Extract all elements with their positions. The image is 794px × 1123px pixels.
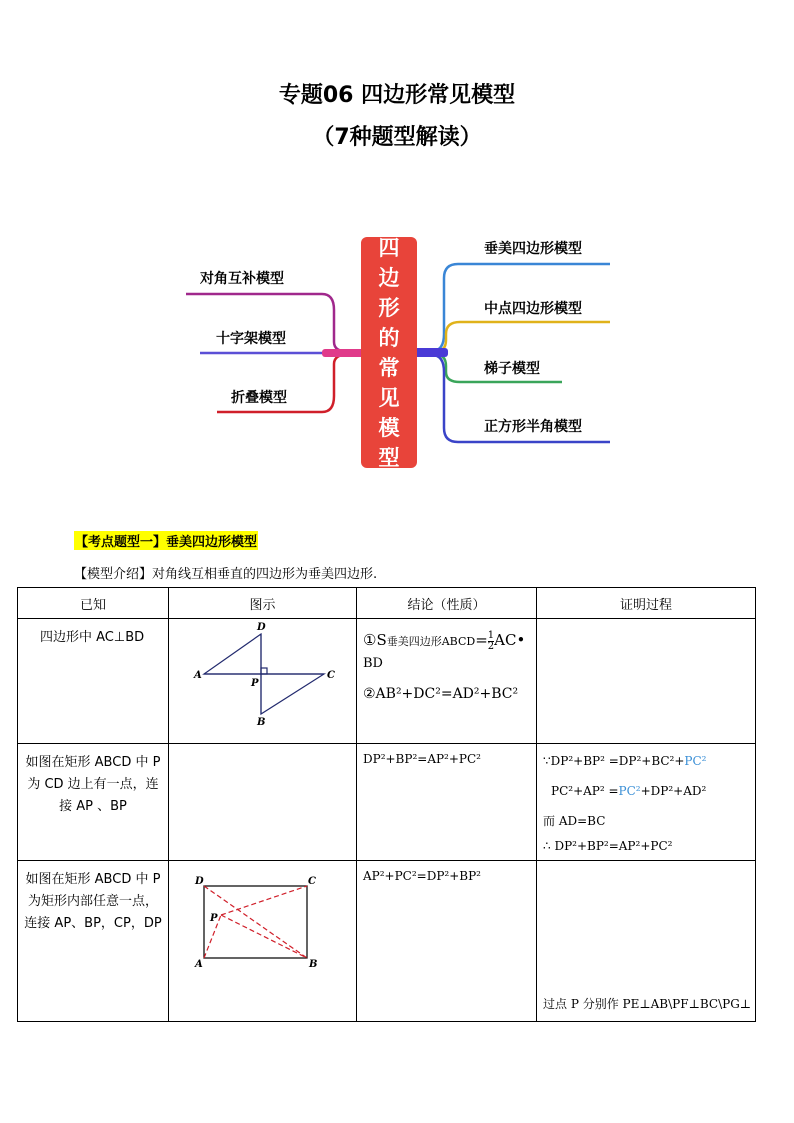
proof-line: 而 AD=BC — [543, 814, 606, 828]
table-row — [18, 619, 756, 744]
row2-proof — [537, 744, 755, 860]
figure-label-P: P — [210, 913, 218, 924]
header-proof: 证明过程 — [537, 588, 756, 619]
mindmap-label-right-1: 垂美四边形模型 — [484, 241, 582, 257]
figure-label-D: D — [257, 622, 266, 633]
page-title: 专题06 四边形常见模型 — [278, 83, 516, 108]
center-char: 模 — [378, 415, 400, 440]
mindmap-label-right-4: 正方形半角模型 — [484, 419, 582, 435]
row1-given: 四边形中 AC⊥BD — [40, 630, 145, 645]
conclusion-area-subscript: 垂美四边形ABCD — [386, 635, 476, 648]
fraction-numerator: 1 — [487, 629, 495, 641]
mindmap-label-left-2: 十字架模型 — [216, 331, 286, 347]
row2-given: 如图在矩形 ABCD 中 P 为 CD 边上有一点，连接 AP 、BP — [25, 755, 161, 814]
conclusion-equals: = — [475, 631, 488, 649]
center-char: 的 — [378, 325, 400, 350]
conclusion-area-s: ①S — [363, 631, 387, 649]
page-subtitle: （7种题型解读） — [312, 125, 482, 150]
model-intro: 【模型介绍】对角线互相垂直的四边形为垂美四边形. — [74, 567, 378, 582]
conclusion-sum-squares: ②AB²+DC²=AD²+BC² — [363, 686, 519, 702]
row1-conclusion — [357, 619, 536, 709]
header-conclusion: 结论（性质） — [357, 588, 537, 619]
conclusion-ac: AC• — [494, 631, 526, 649]
figure-label-B: B — [257, 717, 266, 728]
mindmap-label-left-3: 折叠模型 — [231, 390, 287, 406]
center-char: 四 — [378, 235, 400, 260]
table-row — [18, 861, 756, 1022]
mindmap-center — [361, 237, 417, 468]
figure-label-P: P — [251, 678, 259, 689]
table-header-row — [18, 588, 756, 619]
rectangle-figure — [169, 861, 357, 1017]
figure-label-D: D — [195, 876, 204, 887]
row2-conclusion: DP²+BP²=AP²+PC² — [363, 752, 481, 766]
rhombus-figure — [169, 619, 357, 739]
mindmap-branch-right-2 — [417, 322, 610, 352]
figure-label-B: B — [309, 959, 318, 970]
proof-line: ∴ DP²+BP²=AP²+PC² — [543, 839, 673, 853]
figure-label-C: C — [308, 876, 316, 887]
center-char: 边 — [378, 265, 400, 290]
center-char: 形 — [378, 295, 400, 320]
row3-given: 如图在矩形 ABCD 中 P 为矩形内部任意一点，连接 AP、BP，CP，DP — [24, 872, 162, 931]
center-char: 常 — [378, 355, 400, 380]
model-table — [17, 587, 756, 1022]
center-char: 见 — [378, 385, 400, 410]
mindmap-label-right-2: 中点四边形模型 — [484, 301, 582, 317]
row3-proof: 过点 P 分别作 PE⊥AB\PF⊥BC\PG⊥ — [543, 997, 752, 1011]
section-heading: 【考点题型一】垂美四边形模型 — [74, 531, 258, 550]
mindmap-label-left-1: 对角互补模型 — [200, 271, 284, 287]
proof-line: PC²+AP² =PC²+DP²+AD² — [551, 784, 707, 798]
row3-conclusion: AP²+PC²=DP²+BP² — [363, 869, 481, 883]
center-char: 型 — [378, 445, 400, 470]
header-figure: 图示 — [169, 588, 357, 619]
fraction-denominator: 2 — [487, 640, 495, 652]
figure-label-A: A — [195, 959, 203, 970]
conclusion-bd: BD — [363, 656, 383, 671]
table-row — [18, 744, 756, 861]
conclusion-area — [363, 629, 530, 653]
figure-label-A: A — [194, 670, 202, 681]
mindmap-label-right-3: 梯子模型 — [484, 361, 540, 377]
proof-line: ∵DP²+BP² =DP²+BC²+PC² — [543, 754, 707, 768]
header-given: 已知 — [18, 588, 169, 619]
figure-label-C: C — [327, 670, 335, 681]
